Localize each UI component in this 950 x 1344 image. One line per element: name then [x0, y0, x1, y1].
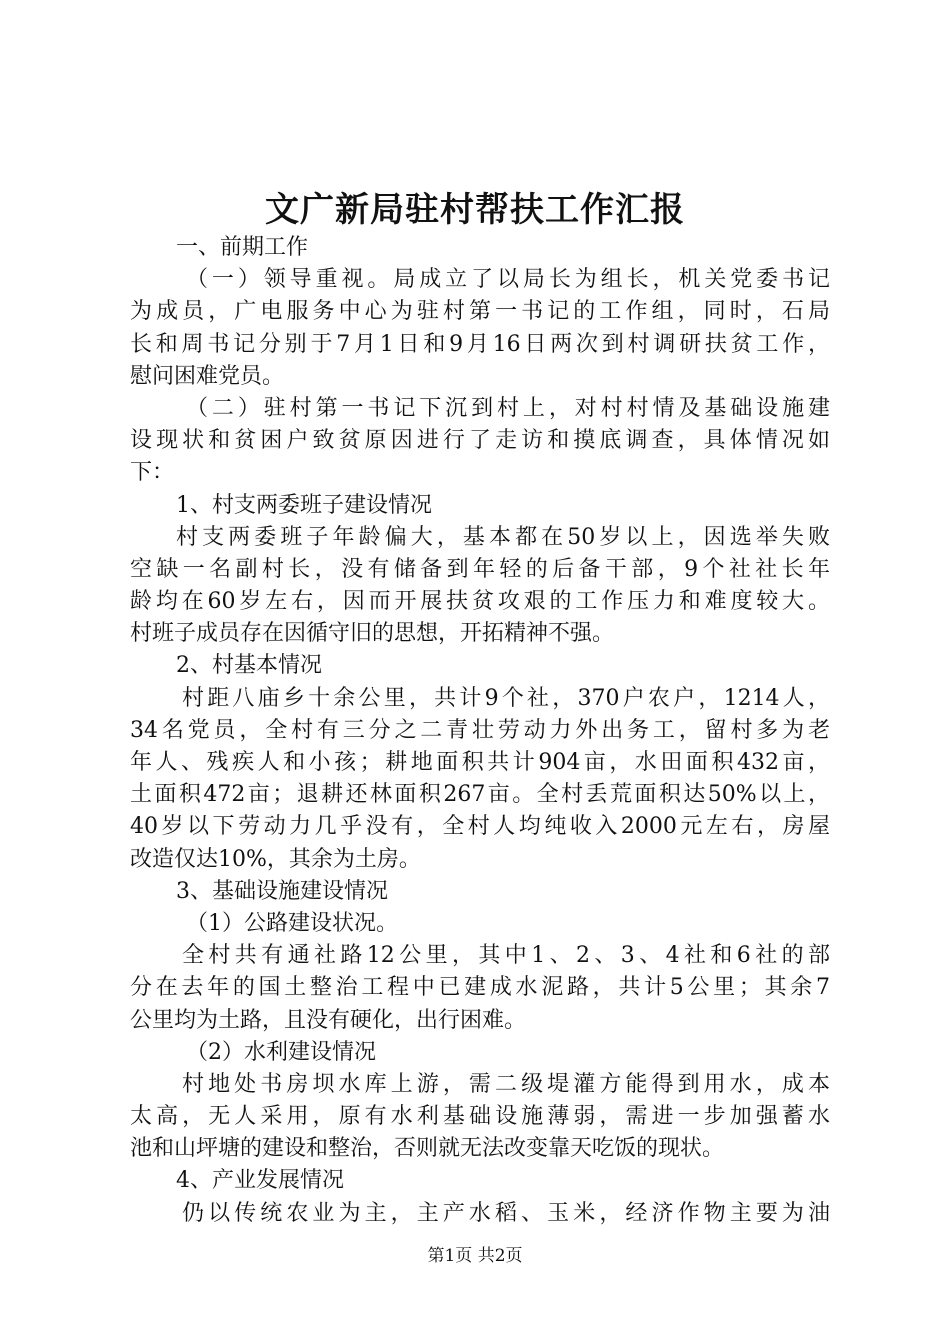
- document-title: 文广新局驻村帮扶工作汇报: [265, 190, 685, 230]
- paragraph-line: 土面积472亩；退耕还林面积267亩。全村丢荒面积达50%以上，: [130, 782, 830, 808]
- paragraph-line: 40岁以下劳动力几乎没有，全村人均纯收入2000元左右，房屋: [130, 814, 830, 840]
- paragraph-line: 改造仅达10%，其余为土房。: [130, 846, 421, 872]
- paragraph-line: （二）驻村第一书记下沉到村上，对村村情及基础设施建: [186, 395, 830, 421]
- paragraph-line: 空缺一名副村长，没有储备到年轻的后备干部，9个社社长年: [130, 556, 830, 582]
- paragraph-line: 下：: [130, 460, 175, 486]
- subsection-heading: 4、产业发展情况: [176, 1168, 344, 1194]
- paragraph-line: 池和山坪塘的建设和整治，否则就无法改变靠天吃饭的现状。: [130, 1136, 725, 1162]
- paragraph-line: 设现状和贫困户致贫原因进行了走访和摸底调查，具体情况如: [130, 428, 830, 454]
- paragraph-line: 年人、残疾人和小孩；耕地面积共计904亩，水田面积432亩，: [130, 750, 830, 775]
- paragraph-line: 分在去年的国土整治工程中已建成水泥路，共计5公里；其余7: [130, 975, 830, 1001]
- section-heading: 一、前期工作: [176, 235, 309, 260]
- paragraph-line: 村班子成员存在因循守旧的思想，开拓精神不强。: [130, 621, 615, 647]
- paragraph-line: 全村共有通社路12公里，其中1、2、3、4社和6社的部: [182, 943, 830, 969]
- page-number: 第1页 共2页: [427, 1246, 523, 1266]
- paragraph-line: 村支两委班子年龄偏大，基本都在50岁以上，因选举失败: [176, 524, 830, 550]
- paragraph-line: 公里均为土路，且没有硬化，出行困难。: [130, 1007, 527, 1033]
- subsection-heading: （2）水利建设情况: [186, 1039, 376, 1065]
- paragraph-line: 慰问困难党员。: [130, 363, 285, 389]
- paragraph-line: 太高，无人采用，原有水利基础设施薄弱，需进一步加强蓄水: [130, 1104, 830, 1130]
- paragraph-line: 仍以传统农业为主，主产水稻、玉米，经济作物主要为油: [182, 1200, 830, 1226]
- document-body: [130, 232, 830, 1230]
- subsection-heading: （1）公路建设状况。: [186, 910, 398, 936]
- paragraph-line: 34名党员，全村有三分之二青壮劳动力外出务工，留村多为老: [130, 717, 830, 743]
- subsection-heading: 3、基础设施建设情况: [176, 878, 388, 904]
- subsection-heading: 1、村支两委班子建设情况: [176, 492, 432, 518]
- paragraph-line: 龄均在60岁左右，因而开展扶贫攻艰的工作压力和难度较大。: [130, 589, 830, 615]
- paragraph-line: （一）领导重视。局成立了以局长为组长，机关党委书记: [186, 267, 830, 293]
- subsection-heading: 2、村基本情况: [176, 653, 322, 679]
- paragraph-line: 村地处书房坝水库上游，需二级堤灌方能得到用水，成本: [182, 1071, 830, 1097]
- paragraph-line: 长和周书记分别于7月1日和9月16日两次到村调研扶贫工作，: [130, 331, 830, 357]
- paragraph-line: 为成员，广电服务中心为驻村第一书记的工作组，同时，石局: [130, 299, 830, 325]
- paragraph-line: 村距八庙乡十余公里，共计9个社，370户农户，1214人，: [182, 685, 830, 711]
